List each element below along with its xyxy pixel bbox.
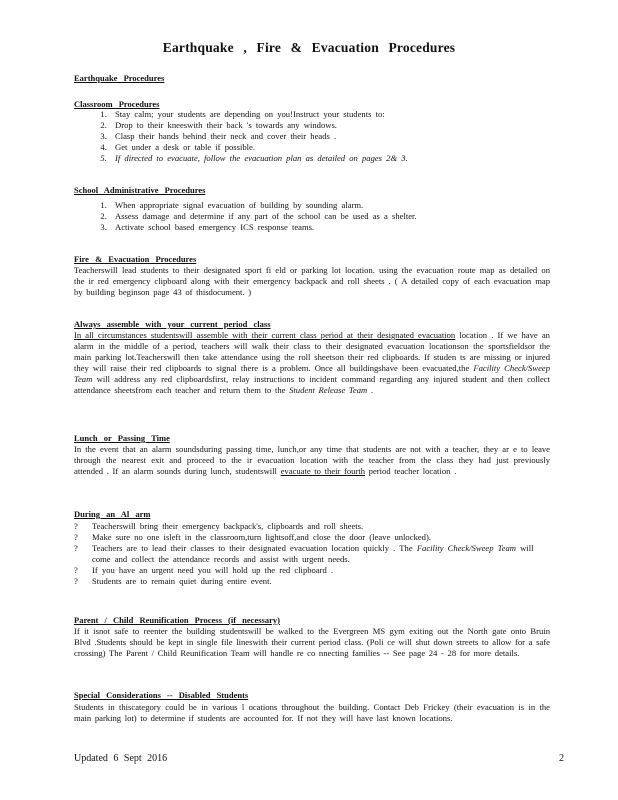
assemble-text-part: will address any red clipboardsfirst, relay instructions to incident command regarding any injured student and then collect attendance sheetsfrom each teacher and return them to the [74,374,550,395]
release-team-name: Student Release Team [289,385,368,395]
bullet-glyph: ? [74,576,78,586]
facility-team-name: Facility Check/Sweep Team [416,543,516,553]
assemble-text-part: location . If we have an alarm in the middle of a period, teachers will walk their class to their designated evacuation locationson the sportsfieldsor the main parking lot.Teacherswill then take attendance using the roll sheetson their red clipboards. If studen ts are missing or injured they will raise their red clipboards to signal there is a problem. Once all buildingshave been evacuated,the [74,330,550,373]
facility-team-name: Facility Check/Sweep Team [74,363,550,384]
classroom-steps-list [74,109,551,164]
list-item: 3. Clasp their hands behind their neck and cover their heads . [111,131,551,142]
assemble-first-line: In all circumstances studentswill assemble with their current class period at their designated evacuation [74,330,456,340]
assemble-text-part: . [367,385,374,395]
always-assemble-text [74,330,550,396]
list-item: 2. Drop to their kneeswith their back 's towards any windows. [111,120,551,131]
lunch-passing-heading: Lunch or Passing Time [74,433,170,443]
list-item: 1. When appropriate signal evacuation of building by sounding alarm. [111,200,551,211]
lunch-text-part: period teacher location . [365,466,457,476]
list-item [74,543,550,565]
list-item-text: Teachers are to lead their classes to their designated evacuation location quickly . The [92,543,417,553]
lunch-text-part: In the event that an alarm soundsduring passing time, lunch,or any time that students are not with a teacher, they ar e to leave through the nearest exit and proceed to the ir evacuation location with the teacher from the class they had just previously attended . If an alarm sounds during lunch, studentswill [74,444,550,476]
always-assemble-heading: Always assemble with your current period class [74,319,271,329]
list-item: 2. Assess damage and determine if any part of the school can be used as a shelter. [111,211,551,222]
special-considerations-heading: Special Considerations -- Disabled Students [74,690,249,700]
list-item-text: Teacherswill bring their emergency backpack's, clipboards and roll sheets. [92,521,364,531]
special-considerations-text: Students in thiscategory could be in various l ocations throughout the building. Contact Deb Frickey (their evacuation is in the main parking lot) to determine if students are accounted for. If not they will have last known locations. [74,702,550,723]
bullet-glyph: ? [74,543,78,553]
list-item-text: Make sure no one isleft in the classroom,turn lightsoff,and close the door (leave unlocked). [92,532,431,542]
list-item [74,532,550,543]
list-item [74,565,550,576]
list-item: 4. Get under a desk or table if possible. [111,142,551,153]
fourth-period-note: evacuate to their fourth [280,466,366,476]
fire-evacuation-heading: Fire & Evacuation Procedures [74,254,197,264]
during-alarm-heading: During an Al arm [74,509,151,519]
list-item-text: Students are to remain quiet during entire event. [92,576,272,586]
lunch-passing-text [74,444,550,477]
reunification-heading: Parent / Child Reunification Process (if necessary) [74,615,280,625]
page-number: 2 [559,753,564,764]
bullet-glyph: ? [74,532,78,542]
admin-steps-list [74,200,551,233]
classroom-procedures-heading: Classroom Procedures [74,99,160,109]
bullet-glyph: ? [74,521,78,531]
list-item: 1. Stay calm; your students are depending on you!Instruct your students to: [111,109,551,120]
fire-evacuation-text: Teacherswill lead students to their designated sport fi eld or parking lot location. using the evacuation route map as detailed on the ir red emergency clipboard along with their emergency backpack and roll sheets . ( A detailed copy of each evacuation map by building beginson page 43 of thisdocument. ) [74,265,550,297]
during-alarm-list [74,521,550,587]
list-item-text: If you have an urgent need you will hold up the red clipboard . [92,565,334,575]
earthquake-heading: Earthquake Procedures [74,73,165,83]
list-item-text: will come and collect the attendance records and assist with urgent needs. [92,543,534,564]
list-item [74,576,550,587]
list-item [74,521,550,532]
page-title: Earthquake , Fire & Evacuation Procedures [162,40,456,55]
list-item: 3. Activate school based emergency ICS response teams. [111,222,551,233]
bullet-glyph: ? [74,565,78,575]
school-admin-procedures-heading: School Administrative Procedures [74,185,206,195]
reunification-text: If it isnot safe to reenter the building studentswill be walked to the Evergreen MS gym exiting out the North gate onto Bruin Blvd .Students should be kept in single file lineswith their current period class. (Poli ce will shut down streets to allow for a safe crossing) The Parent / Child Reunification Team will handle re co nnecting families -- See page 24 - 28 for more details. [74,626,550,658]
updated-date: Updated 6 Sept 2016 [74,753,168,764]
list-item: 5. If directed to evacuate, follow the evacuation plan as detailed on pages 2& 3. [111,153,551,164]
